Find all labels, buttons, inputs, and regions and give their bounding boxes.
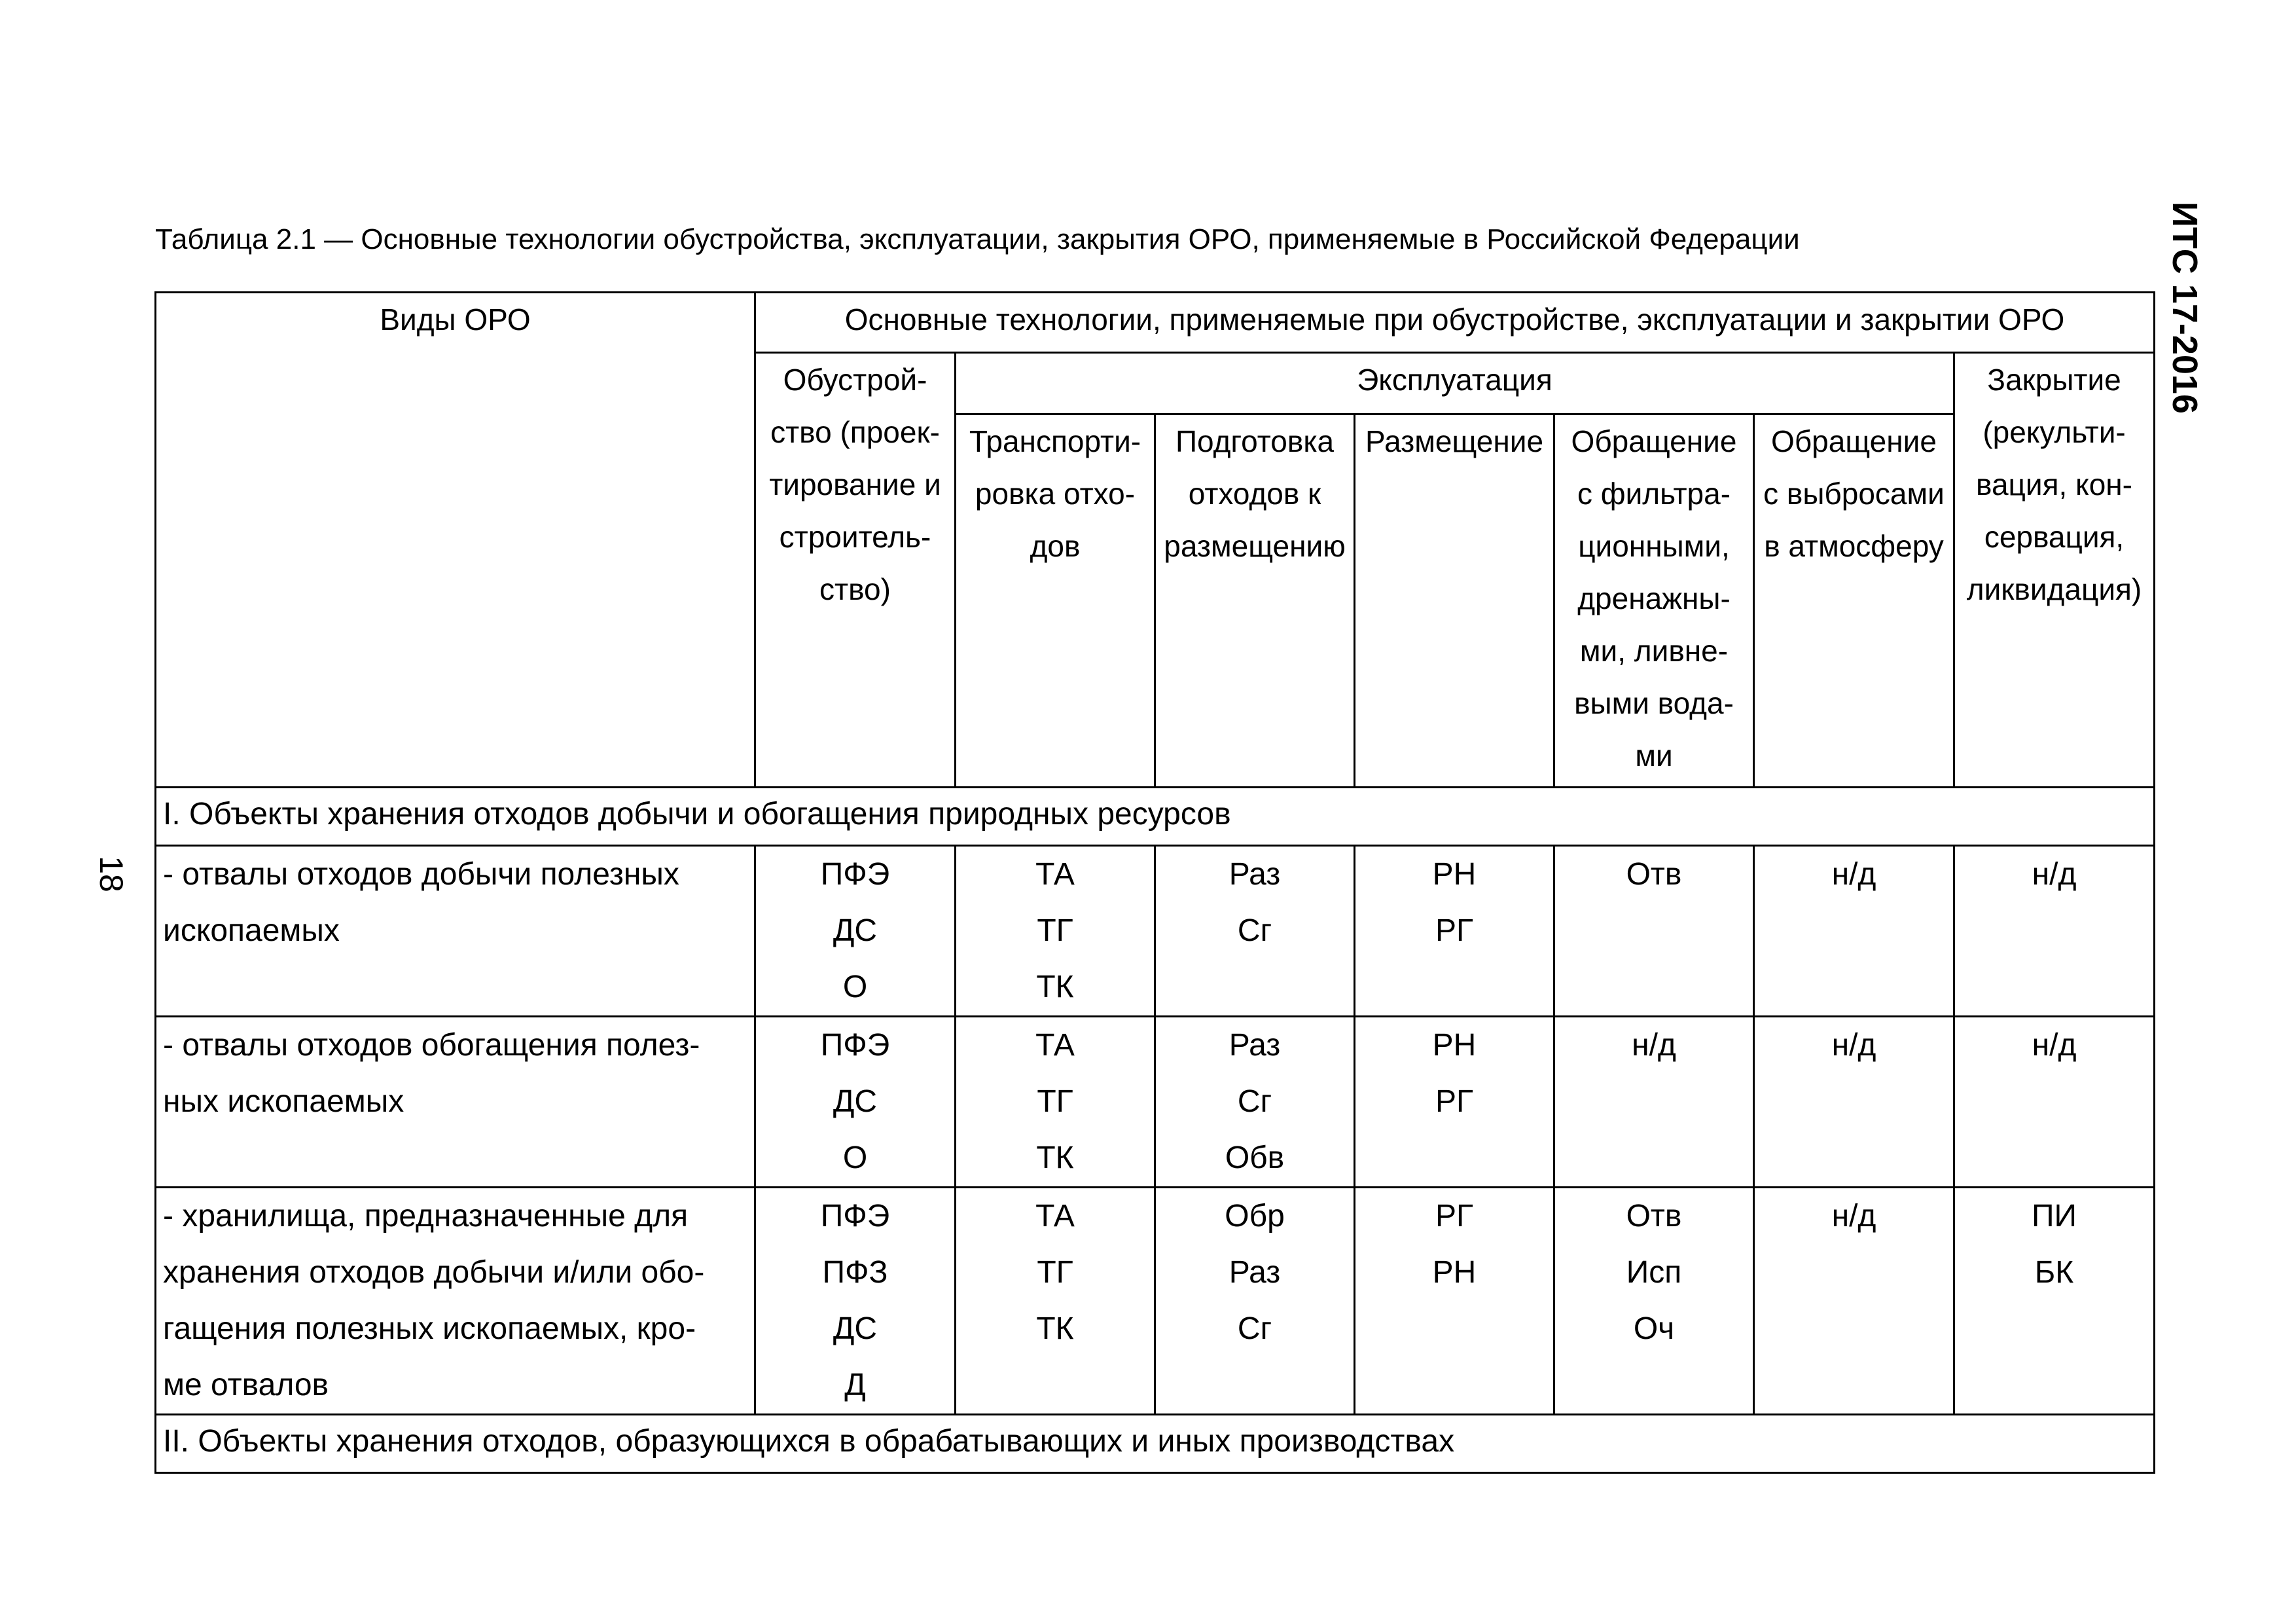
placement-codes-cell bbox=[1355, 1017, 1554, 1188]
construction-codes-cell bbox=[755, 1188, 956, 1415]
technology-code: Раз bbox=[1229, 857, 1281, 892]
header-line: Закрытие bbox=[1987, 363, 2121, 397]
technology-code: ПФЭ bbox=[820, 857, 890, 892]
technology-code: ПФЭ bbox=[820, 1199, 890, 1233]
ore-type-cell bbox=[156, 846, 755, 1017]
technologies-table bbox=[154, 291, 2155, 1474]
technology-code: ДС bbox=[833, 913, 878, 948]
technology-code: РГ bbox=[1435, 1084, 1473, 1119]
technology-code: ПФЭ bbox=[820, 1028, 890, 1063]
header-line: Обустрой- bbox=[783, 363, 927, 397]
ore-type-cell bbox=[156, 1188, 755, 1415]
technology-code: Сг bbox=[1237, 1311, 1272, 1346]
technology-code: ТГ bbox=[1037, 913, 1073, 948]
technology-code: РН bbox=[1432, 857, 1477, 892]
filtration-codes-cell bbox=[1554, 1188, 1754, 1415]
technology-code: н/д bbox=[2032, 857, 2077, 892]
technology-code: РГ bbox=[1435, 913, 1473, 948]
header-construction bbox=[755, 353, 956, 788]
technology-code: Обв bbox=[1225, 1140, 1285, 1175]
header-line: дренажны- bbox=[1577, 581, 1731, 615]
technology-code: ТК bbox=[1036, 1311, 1074, 1346]
technology-code: ТК bbox=[1036, 1140, 1074, 1175]
header-line: Обращение bbox=[1571, 424, 1737, 458]
header-group: Основные технологии, применяемые при обустройстве, эксплуатации и закрытии ОРО bbox=[755, 293, 2155, 353]
technology-code: Д bbox=[844, 1368, 866, 1402]
ore-type-line: хранения отходов добычи и/или обо- bbox=[163, 1255, 705, 1290]
closure-codes-cell bbox=[1954, 846, 2155, 1017]
header-line: ство) bbox=[819, 572, 891, 606]
section-row bbox=[156, 1415, 2155, 1473]
header-emissions bbox=[1754, 414, 1954, 788]
header-line: Подготовка bbox=[1175, 424, 1335, 458]
technology-code: Сг bbox=[1237, 1084, 1272, 1119]
header-line: выми вода- bbox=[1574, 686, 1734, 720]
technology-code: РН bbox=[1432, 1028, 1477, 1063]
header-line: размещению bbox=[1164, 529, 1346, 563]
standard-code-text: ИТС 17-2016 bbox=[2165, 202, 2205, 414]
preparation-codes-cell bbox=[1155, 1017, 1355, 1188]
section-title: I. Объекты хранения отходов добычи и обогащения природных ресурсов bbox=[156, 788, 2155, 846]
header-line: ми bbox=[1635, 739, 1673, 773]
technology-code: ТГ bbox=[1037, 1084, 1073, 1119]
filtration-codes-cell bbox=[1554, 1017, 1754, 1188]
header-line: ровка отхо- bbox=[975, 477, 1136, 511]
header-line: тирование и bbox=[769, 467, 941, 501]
header-line: отходов к bbox=[1188, 477, 1321, 511]
transport-codes-cell bbox=[956, 1188, 1155, 1415]
closure-codes-cell bbox=[1954, 1188, 2155, 1415]
technology-code: ТА bbox=[1035, 1199, 1075, 1233]
emissions-codes-cell bbox=[1754, 1017, 1954, 1188]
header-line: ционными, bbox=[1578, 529, 1730, 563]
header-line: (рекульти- bbox=[1982, 415, 2126, 449]
header-line: ликвидация) bbox=[1966, 572, 2142, 606]
preparation-codes-cell bbox=[1155, 846, 1355, 1017]
technology-code: РН bbox=[1432, 1255, 1477, 1290]
placement-codes-cell bbox=[1355, 846, 1554, 1017]
table-row bbox=[156, 846, 2155, 1017]
section-title: II. Объекты хранения отходов, образующихся в обрабатывающих и иных производствах bbox=[156, 1415, 2155, 1473]
technology-code: ДС bbox=[833, 1084, 878, 1119]
header-exploitation: Эксплуатация bbox=[956, 353, 1954, 414]
ore-type-line: ископаемых bbox=[163, 913, 340, 948]
header-types: Виды ОРО bbox=[156, 293, 755, 788]
header-line: ство (проек- bbox=[770, 415, 940, 449]
technology-code: ТК bbox=[1036, 970, 1074, 1004]
ore-type-line: - отвалы отходов добычи полезных bbox=[163, 857, 679, 892]
emissions-codes-cell bbox=[1754, 846, 1954, 1017]
header-line: ми, ливне- bbox=[1579, 634, 1729, 668]
ore-type-line: - отвалы отходов обогащения полез- bbox=[163, 1028, 700, 1063]
technology-code: ТА bbox=[1035, 1028, 1075, 1063]
transport-codes-cell bbox=[956, 846, 1155, 1017]
header-transport bbox=[956, 414, 1155, 788]
technology-code: Исп bbox=[1626, 1255, 1682, 1290]
technology-code: Сг bbox=[1237, 913, 1272, 948]
technology-code: н/д bbox=[1831, 1028, 1876, 1063]
header-preparation bbox=[1155, 414, 1355, 788]
technology-code: ПИ bbox=[2032, 1199, 2077, 1233]
header-line: с фильтра- bbox=[1577, 477, 1731, 511]
header-line: строитель- bbox=[779, 520, 931, 554]
technology-code: Раз bbox=[1229, 1028, 1281, 1063]
technology-code: О bbox=[842, 1140, 868, 1175]
technology-code: н/д bbox=[1831, 1199, 1876, 1233]
emissions-codes-cell bbox=[1754, 1188, 1954, 1415]
technology-code: Отв bbox=[1626, 1199, 1682, 1233]
header-placement bbox=[1355, 414, 1554, 788]
header-closure bbox=[1954, 353, 2155, 788]
filtration-codes-cell bbox=[1554, 846, 1754, 1017]
technology-code: Обр bbox=[1225, 1199, 1285, 1233]
technology-code: РГ bbox=[1435, 1199, 1473, 1233]
header-line: в атмосферу bbox=[1764, 529, 1944, 563]
page-number bbox=[92, 845, 131, 903]
technology-code: Раз bbox=[1229, 1255, 1281, 1290]
closure-codes-cell bbox=[1954, 1017, 2155, 1188]
technology-code: н/д bbox=[2032, 1028, 2077, 1063]
table-row bbox=[156, 1017, 2155, 1188]
transport-codes-cell bbox=[956, 1017, 1155, 1188]
table-row bbox=[156, 1188, 2155, 1415]
technology-code: ДС bbox=[833, 1311, 878, 1346]
placement-codes-cell bbox=[1355, 1188, 1554, 1415]
header-line: сервация, bbox=[1984, 520, 2125, 554]
table-caption: Таблица 2.1 — Основные технологии обустройства, эксплуатации, закрытия ОРО, применяемые в Российской Федерации bbox=[155, 223, 1800, 255]
section-row bbox=[156, 788, 2155, 846]
header-filtration bbox=[1554, 414, 1754, 788]
preparation-codes-cell bbox=[1155, 1188, 1355, 1415]
header-line: Размещение bbox=[1365, 424, 1544, 458]
technology-code: Оч bbox=[1633, 1311, 1675, 1346]
standard-code bbox=[2166, 196, 2203, 419]
header-line: с выбросами bbox=[1763, 477, 1945, 511]
technology-code: ТА bbox=[1035, 857, 1075, 892]
header-line: дов bbox=[1030, 529, 1081, 563]
ore-type-cell bbox=[156, 1017, 755, 1188]
technology-code: н/д bbox=[1632, 1028, 1676, 1063]
technology-code: БК bbox=[2034, 1255, 2074, 1290]
table-body bbox=[156, 788, 2155, 1473]
construction-codes-cell bbox=[755, 1017, 956, 1188]
technology-code: Отв bbox=[1626, 857, 1682, 892]
page-number-text: 18 bbox=[93, 856, 130, 892]
technology-code: ТГ bbox=[1037, 1255, 1073, 1290]
construction-codes-cell bbox=[755, 846, 956, 1017]
ore-type-line: ме отвалов bbox=[163, 1368, 329, 1402]
technology-code: н/д bbox=[1831, 857, 1876, 892]
ore-type-line: - хранилища, предназначенные для bbox=[163, 1199, 689, 1233]
ore-type-line: гащения полезных ископаемых, кро- bbox=[163, 1311, 696, 1346]
ore-type-line: ных ископаемых bbox=[163, 1084, 404, 1119]
technology-code: О bbox=[842, 970, 868, 1004]
header-line: Обращение bbox=[1771, 424, 1937, 458]
header-line: вация, кон- bbox=[1976, 467, 2132, 501]
header-line: Транспорти- bbox=[969, 424, 1141, 458]
technology-code: ПФЗ bbox=[822, 1255, 888, 1290]
